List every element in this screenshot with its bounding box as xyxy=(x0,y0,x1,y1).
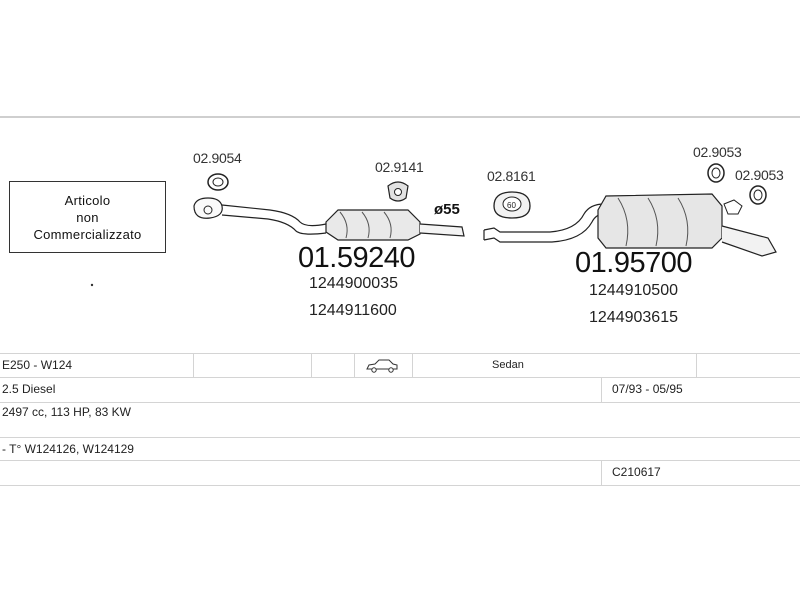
catalyst-oem-2: 1244911600 xyxy=(309,302,397,319)
gasket-a-drawing xyxy=(208,174,228,190)
gasket-c-drawing xyxy=(750,186,766,204)
table-row xyxy=(0,461,800,486)
gasket-b-drawing xyxy=(708,164,724,182)
table-row xyxy=(0,353,800,378)
diameter-label: ø55 xyxy=(434,201,460,218)
muffler-oem-2: 1244903615 xyxy=(589,309,678,326)
model-cell: E250 - W124 xyxy=(2,358,73,372)
catalyst-code: 01.59240 xyxy=(298,242,415,274)
gasket-a-code: 02.9054 xyxy=(193,150,242,166)
years-cell: 07/93 - 05/95 xyxy=(612,382,683,396)
body-type-cell: Sedan xyxy=(492,359,524,371)
front-pipe-drawing xyxy=(194,198,326,234)
clamp-a-drawing xyxy=(388,182,408,201)
catalyst-oem-1: 1244900035 xyxy=(309,275,398,292)
note-line-1: Articolo xyxy=(64,192,111,208)
gasket-c-code: 02.9053 xyxy=(735,167,784,183)
hanger-code: 02.8161 xyxy=(487,168,536,184)
note-line-2: non xyxy=(76,209,99,225)
table-row xyxy=(0,403,800,438)
ref-cell: C210617 xyxy=(612,465,661,479)
table-row xyxy=(0,438,800,461)
hanger-drawing-label: 60 xyxy=(507,201,516,210)
muffler-code: 01.95700 xyxy=(575,247,692,279)
dot-mark xyxy=(91,284,93,286)
clamp-a-code: 02.9141 xyxy=(375,159,424,175)
gasket-b-code: 02.9053 xyxy=(693,144,742,160)
note-line-3: Commercializzato xyxy=(33,226,142,242)
engine-cell: 2.5 Diesel xyxy=(2,382,56,396)
muffler-oem-1: 1244910500 xyxy=(589,282,678,299)
table-row xyxy=(0,378,800,403)
chassis-cell: - T° W124126, W124129 xyxy=(2,442,134,456)
specs-cell: 2497 cc, 113 HP, 83 KW xyxy=(2,405,131,419)
